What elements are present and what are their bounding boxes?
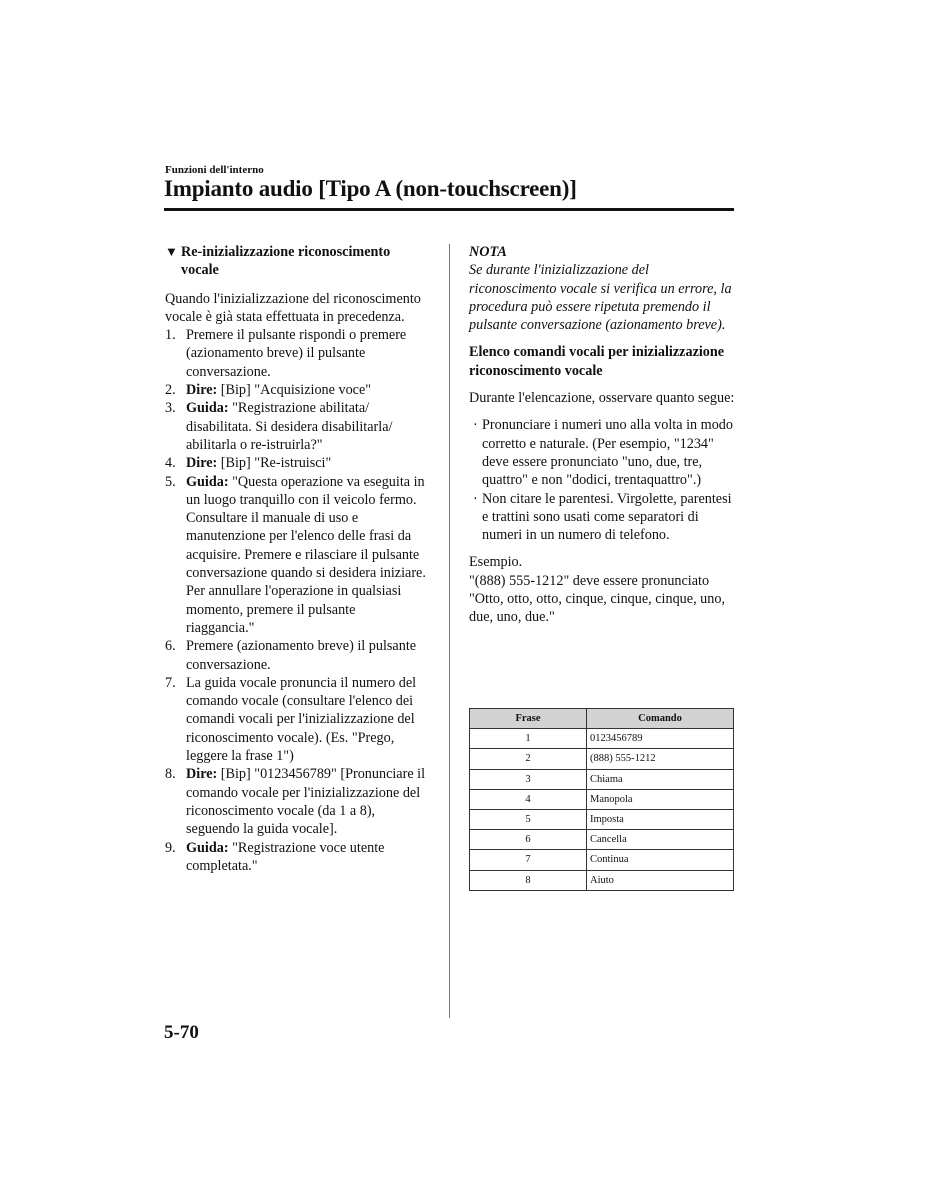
commands-table: [469, 708, 734, 891]
step-text: La guida vocale pronuncia il numero del comando vocale (consultare l'elenco dei comandi vocali per l'inizializzazione del riconoscimento vocale). (Es. "Prego, leggere la frase 1"): [186, 674, 417, 765]
intro-paragraph: Quando l'inizializzazione del riconoscimento vocale è già stata effettuata in precedenza.: [165, 290, 421, 325]
step-number: 9.: [165, 839, 176, 856]
step-item: [165, 765, 427, 838]
example-label: Esempio.: [469, 554, 523, 571]
table-row: [470, 729, 734, 749]
bullet-text: Pronunciare i numeri uno alla volta in modo corretto e naturale. (Per esempio, "1234" deve essere pronunciato "uno, due, tre, quattro" e non "dodici, trentaquattro".): [482, 417, 733, 489]
steps-list: [165, 326, 427, 875]
column-divider: [449, 244, 450, 1018]
section-heading-text: Re-inizializzazione riconoscimento vocale: [181, 244, 391, 279]
table-row: [470, 749, 734, 769]
step-body: [186, 765, 427, 838]
commands-subheading: Elenco comandi vocali per inizializzazione riconoscimento vocale: [469, 344, 725, 379]
step-body: [186, 473, 427, 638]
table-cell-frase: 3: [470, 769, 587, 789]
section-label: Funzioni dell'interno: [165, 164, 264, 176]
table-cell-comando: Continua: [587, 850, 734, 870]
step-body: [186, 839, 427, 876]
step-text: "Questa operazione va eseguita in un luogo tranquillo con il veicolo fermo. Consultare il manuale di uso e manutenzione per l'elenco delle frasi da acquisire. Premere e rilasciare il pulsante conversazione quando si desidera iniziare. Per annullare l'operazione in qualsiasi momento, premere il pulsante riaggancia.": [186, 473, 426, 636]
note-text: Se durante l'inizializzazione del riconoscimento vocale si verifica un errore, la procedura può essere ripetuta premendo il pulsante conversazione (azionamento breve).: [469, 262, 732, 334]
table-cell-frase: 8: [470, 870, 587, 890]
step-keyword: Guida:: [186, 400, 229, 417]
step-number: 4.: [165, 455, 176, 472]
note-title: NOTA: [469, 244, 507, 260]
step-number: 5.: [165, 473, 176, 490]
table-cell-frase: 2: [470, 749, 587, 769]
step-number: 1.: [165, 327, 176, 344]
page-number: 5-70: [164, 1022, 199, 1043]
step-text: [Bip] "Acquisizione voce": [217, 382, 372, 399]
step-number: 7.: [165, 674, 176, 691]
step-item: [165, 674, 427, 765]
step-body: [186, 381, 427, 399]
left-column: [165, 243, 427, 875]
page-title: Impianto audio [Tipo A (non-touchscreen)]: [164, 176, 577, 201]
table-cell-frase: 6: [470, 830, 587, 850]
table-cell-frase: 4: [470, 789, 587, 809]
step-item: [165, 473, 427, 638]
step-item: [165, 326, 427, 381]
step-number: 2.: [165, 382, 176, 399]
table-cell-comando: Aiuto: [587, 870, 734, 890]
table-cell-comando: Chiama: [587, 769, 734, 789]
bullet-item: [469, 490, 735, 545]
table-row: [470, 870, 734, 890]
example-text: "(888) 555-1212" deve essere pronunciato "Otto, otto, otto, cinque, cinque, cinque, uno, due, uno, due.": [469, 572, 725, 626]
table-cell-frase: 1: [470, 729, 587, 749]
step-keyword: Dire:: [186, 766, 218, 783]
step-text: Premere il pulsante rispondi o premere (azionamento breve) il pulsante conversazione.: [186, 327, 407, 380]
table-row: [470, 830, 734, 850]
step-item: [165, 637, 427, 674]
table-header-comando: Comando: [587, 709, 734, 729]
step-body: [186, 674, 427, 765]
step-body: [186, 399, 427, 454]
step-body: [186, 454, 427, 472]
table-row: [470, 809, 734, 829]
step-keyword: Guida:: [186, 473, 229, 490]
step-keyword: Guida:: [186, 839, 229, 856]
right-column: [469, 243, 735, 627]
table-cell-comando: Cancella: [587, 830, 734, 850]
section-heading: [165, 243, 427, 280]
table-header-frase: Frase: [470, 709, 587, 729]
table-cell-comando: Manopola: [587, 789, 734, 809]
step-text: "Registrazione voce utente completata.": [186, 839, 385, 874]
bullet-text: Non citare le parentesi. Virgolette, parentesi e trattini sono usati come separatori di numeri in un numero di telefono.: [482, 490, 732, 544]
step-text: Premere (azionamento breve) il pulsante conversazione.: [186, 638, 417, 673]
table-row: [470, 850, 734, 870]
triangle-down-icon: ▼: [165, 244, 178, 259]
table-cell-comando: Imposta: [587, 809, 734, 829]
bullet-dot-icon: ·: [473, 490, 478, 507]
table-row: [470, 769, 734, 789]
bullet-dot-icon: ·: [473, 417, 478, 434]
step-item: [165, 399, 427, 454]
step-text: [Bip] "0123456789" [Pronunciare il comando vocale per l'inizializzazione del riconoscimento vocale (da 1 a 8), seguendo la guida vocale].: [186, 766, 426, 838]
step-number: 6.: [165, 638, 176, 655]
bullet-item: [469, 416, 735, 489]
step-keyword: Dire:: [186, 455, 218, 472]
step-item: [165, 454, 427, 472]
table-row: [470, 789, 734, 809]
step-item: [165, 381, 427, 399]
step-body: [186, 637, 427, 674]
bullet-list: [469, 416, 735, 544]
table-cell-frase: 5: [470, 809, 587, 829]
commands-intro: Durante l'elencazione, osservare quanto segue:: [469, 390, 735, 407]
table-header-row: [470, 709, 734, 729]
step-keyword: Dire:: [186, 382, 218, 399]
step-body: [186, 326, 427, 381]
step-number: 8.: [165, 766, 176, 783]
step-item: [165, 839, 427, 876]
table-cell-comando: (888) 555-1212: [587, 749, 734, 769]
title-rule: [164, 208, 734, 211]
step-text: "Registrazione abilitata/ disabilitata. Si desidera disabilitarla/ abilitarla o re-istruirla?": [186, 400, 393, 453]
table-cell-frase: 7: [470, 850, 587, 870]
table-cell-comando: 0123456789: [587, 729, 734, 749]
step-number: 3.: [165, 400, 176, 417]
step-text: [Bip] "Re-istruisci": [217, 455, 332, 472]
